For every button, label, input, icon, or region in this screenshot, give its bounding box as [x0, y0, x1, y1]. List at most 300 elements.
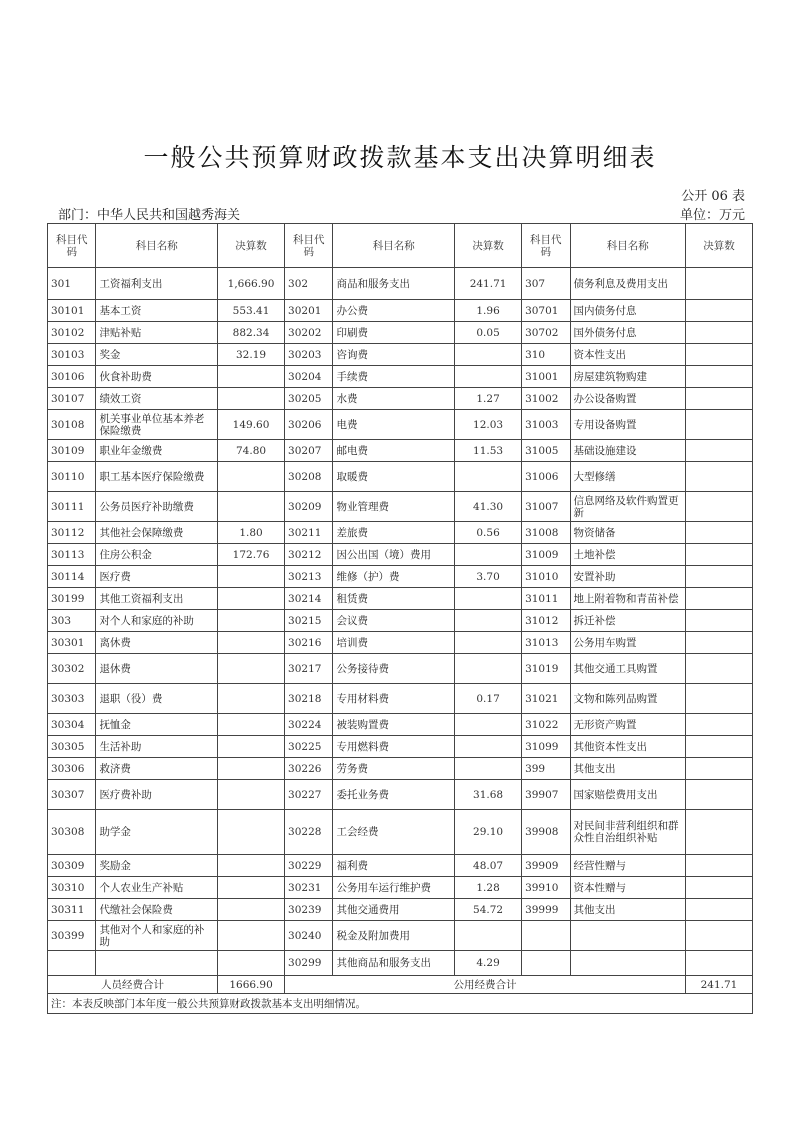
- row-name-cell: 租赁费: [333, 588, 455, 610]
- row-code-cell: 31001: [522, 366, 570, 388]
- header-name-3: 科目名称: [570, 224, 685, 268]
- row-name-cell: 伙食补助费: [96, 366, 218, 388]
- row-amount-cell: [685, 300, 752, 322]
- row-amount-cell: [455, 544, 522, 566]
- row-name-cell: 税金及附加费用: [333, 921, 455, 951]
- row-name-cell: 工会经费: [333, 810, 455, 855]
- row-name-cell: 其他交通费用: [333, 899, 455, 921]
- row-name-cell: 办公费: [333, 300, 455, 322]
- row-amount-cell: [218, 388, 285, 410]
- row-amount-cell: [455, 921, 522, 951]
- row-name-cell: 培训费: [333, 632, 455, 654]
- row-amount-cell: 74.80: [218, 440, 285, 462]
- row-name-cell: 资本性支出: [570, 344, 685, 366]
- row-code-cell: 30229: [285, 855, 333, 877]
- row-code-cell: 30109: [48, 440, 96, 462]
- row-amount-cell: [685, 440, 752, 462]
- row-name-cell: 公务员医疗补助缴费: [96, 492, 218, 522]
- table-row: [48, 300, 753, 322]
- row-code-cell: 30224: [285, 714, 333, 736]
- row-code-cell: 30114: [48, 566, 96, 588]
- header-code-1: 科目代码: [48, 224, 96, 268]
- row-code-cell: 30102: [48, 322, 96, 344]
- row-name-cell: 国家赔偿费用支出: [570, 780, 685, 810]
- row-amount-cell: [218, 610, 285, 632]
- personnel-total-label: 人员经费合计: [48, 976, 218, 994]
- row-name-cell: 对民间非营利组织和群众性自治组织补贴: [570, 810, 685, 855]
- row-name-cell: 信息网络及软件购置更新: [570, 492, 685, 522]
- row-amount-cell: [685, 522, 752, 544]
- row-name-cell: 委托业务费: [333, 780, 455, 810]
- row-code-cell: 30218: [285, 684, 333, 714]
- note-row: [48, 994, 753, 1014]
- row-code-cell: 30231: [285, 877, 333, 899]
- row-amount-cell: [685, 566, 752, 588]
- header-amount-1: 决算数: [218, 224, 285, 268]
- row-code-cell: 301: [48, 268, 96, 300]
- row-name-cell: 咨询费: [333, 344, 455, 366]
- row-amount-cell: [685, 410, 752, 440]
- row-code-cell: 30205: [285, 388, 333, 410]
- row-code-cell: 30203: [285, 344, 333, 366]
- row-amount-cell: [455, 588, 522, 610]
- row-amount-cell: [685, 462, 752, 492]
- row-name-cell: 绩效工资: [96, 388, 218, 410]
- row-name-cell: 商品和服务支出: [333, 268, 455, 300]
- row-code-cell: 30306: [48, 758, 96, 780]
- row-name-cell: 专用材料费: [333, 684, 455, 714]
- row-code-cell: 31005: [522, 440, 570, 462]
- row-code-cell: 30211: [285, 522, 333, 544]
- table-row: [48, 610, 753, 632]
- row-name-cell: 奖励金: [96, 855, 218, 877]
- table-row: [48, 921, 753, 951]
- row-amount-cell: 1.27: [455, 388, 522, 410]
- row-code-cell: 31006: [522, 462, 570, 492]
- row-code-cell: 30240: [285, 921, 333, 951]
- row-code-cell: 30311: [48, 899, 96, 921]
- table-row: [48, 684, 753, 714]
- row-amount-cell: 172.76: [218, 544, 285, 566]
- row-code-cell: 30305: [48, 736, 96, 758]
- row-amount-cell: [455, 632, 522, 654]
- personnel-total-value: 1666.90: [218, 976, 285, 994]
- row-code-cell: 30208: [285, 462, 333, 492]
- row-name-cell: 其他社会保障缴费: [96, 522, 218, 544]
- header-amount-3: 决算数: [685, 224, 752, 268]
- row-amount-cell: 48.07: [455, 855, 522, 877]
- row-name-cell: 其他对个人和家庭的补助: [96, 921, 218, 951]
- row-amount-cell: [218, 810, 285, 855]
- row-code-cell: 30107: [48, 388, 96, 410]
- row-name-cell: 无形资产购置: [570, 714, 685, 736]
- row-amount-cell: [218, 736, 285, 758]
- row-name-cell: 其他支出: [570, 758, 685, 780]
- table-row: [48, 492, 753, 522]
- table-row: [48, 899, 753, 921]
- row-amount-cell: [218, 684, 285, 714]
- table-row: [48, 780, 753, 810]
- row-code-cell: 307: [522, 268, 570, 300]
- row-name-cell: 房屋建筑物购建: [570, 366, 685, 388]
- row-code-cell: 30216: [285, 632, 333, 654]
- row-amount-cell: [218, 462, 285, 492]
- row-code-cell: 39909: [522, 855, 570, 877]
- row-code-cell: [522, 921, 570, 951]
- row-code-cell: 30111: [48, 492, 96, 522]
- row-name-cell: 公务用车运行维护费: [333, 877, 455, 899]
- row-amount-cell: [455, 344, 522, 366]
- row-amount-cell: 149.60: [218, 410, 285, 440]
- row-name-cell: 离休费: [96, 632, 218, 654]
- table-row: [48, 758, 753, 780]
- row-name-cell: 生活补助: [96, 736, 218, 758]
- row-name-cell: 专用设备购置: [570, 410, 685, 440]
- row-code-cell: 30302: [48, 654, 96, 684]
- row-code-cell: 30701: [522, 300, 570, 322]
- row-name-cell: 被装购置费: [333, 714, 455, 736]
- totals-row: [48, 976, 753, 994]
- row-name-cell: 退职（役）费: [96, 684, 218, 714]
- row-name-cell: 物业管理费: [333, 492, 455, 522]
- row-name-cell: 维修（护）费: [333, 566, 455, 588]
- row-code-cell: 399: [522, 758, 570, 780]
- row-amount-cell: 29.10: [455, 810, 522, 855]
- row-name-cell: 因公出国（境）费用: [333, 544, 455, 566]
- table-row: [48, 440, 753, 462]
- row-name-cell: [570, 921, 685, 951]
- row-amount-cell: [455, 758, 522, 780]
- form-code: 公开 06 表: [681, 189, 745, 204]
- header-code-2: 科目代码: [285, 224, 333, 268]
- row-amount-cell: 882.34: [218, 322, 285, 344]
- row-name-cell: 公务接待费: [333, 654, 455, 684]
- table-row: [48, 544, 753, 566]
- table-row: [48, 855, 753, 877]
- row-amount-cell: [685, 322, 752, 344]
- table-row: [48, 344, 753, 366]
- row-name-cell: 物资储备: [570, 522, 685, 544]
- row-name-cell: [570, 951, 685, 976]
- row-amount-cell: [685, 899, 752, 921]
- row-name-cell: 公务用车购置: [570, 632, 685, 654]
- row-name-cell: 拆迁补偿: [570, 610, 685, 632]
- row-code-cell: 31012: [522, 610, 570, 632]
- row-name-cell: 印刷费: [333, 322, 455, 344]
- row-amount-cell: 4.29: [455, 951, 522, 976]
- row-code-cell: 30214: [285, 588, 333, 610]
- row-code-cell: 30399: [48, 921, 96, 951]
- row-amount-cell: [685, 877, 752, 899]
- row-amount-cell: [218, 855, 285, 877]
- row-name-cell: 职工基本医疗保险缴费: [96, 462, 218, 492]
- row-code-cell: 30702: [522, 322, 570, 344]
- row-code-cell: 39907: [522, 780, 570, 810]
- public-total-value: 241.71: [685, 976, 752, 994]
- row-code-cell: 30101: [48, 300, 96, 322]
- row-code-cell: 30226: [285, 758, 333, 780]
- row-amount-cell: 0.56: [455, 522, 522, 544]
- row-name-cell: 工资福利支出: [96, 268, 218, 300]
- row-name-cell: 大型修缮: [570, 462, 685, 492]
- row-name-cell: [96, 951, 218, 976]
- row-name-cell: 会议费: [333, 610, 455, 632]
- row-code-cell: 39999: [522, 899, 570, 921]
- table-row: [48, 522, 753, 544]
- row-name-cell: 医疗费: [96, 566, 218, 588]
- table-row: [48, 268, 753, 300]
- row-amount-cell: [685, 366, 752, 388]
- row-code-cell: 31002: [522, 388, 570, 410]
- row-code-cell: 30209: [285, 492, 333, 522]
- row-amount-cell: [218, 632, 285, 654]
- row-name-cell: 差旅费: [333, 522, 455, 544]
- row-amount-cell: [685, 588, 752, 610]
- row-amount-cell: [455, 654, 522, 684]
- table-row: [48, 410, 753, 440]
- row-amount-cell: [218, 714, 285, 736]
- row-amount-cell: [218, 780, 285, 810]
- row-amount-cell: 241.71: [455, 268, 522, 300]
- row-code-cell: 31099: [522, 736, 570, 758]
- row-name-cell: 地上附着物和青苗补偿: [570, 588, 685, 610]
- table-row: [48, 388, 753, 410]
- row-name-cell: 文物和陈列品购置: [570, 684, 685, 714]
- row-amount-cell: [685, 388, 752, 410]
- table-row: [48, 951, 753, 976]
- row-code-cell: 30112: [48, 522, 96, 544]
- row-code-cell: 30199: [48, 588, 96, 610]
- row-code-cell: 30225: [285, 736, 333, 758]
- row-code-cell: 31010: [522, 566, 570, 588]
- row-amount-cell: [218, 758, 285, 780]
- row-code-cell: 30228: [285, 810, 333, 855]
- row-name-cell: 国内债务付息: [570, 300, 685, 322]
- row-code-cell: 30307: [48, 780, 96, 810]
- row-code-cell: 30301: [48, 632, 96, 654]
- row-amount-cell: 1.80: [218, 522, 285, 544]
- row-code-cell: 39908: [522, 810, 570, 855]
- row-amount-cell: [685, 736, 752, 758]
- row-name-cell: 土地补偿: [570, 544, 685, 566]
- row-name-cell: 国外债务付息: [570, 322, 685, 344]
- row-name-cell: 代缴社会保险费: [96, 899, 218, 921]
- row-name-cell: 取暖费: [333, 462, 455, 492]
- row-code-cell: 30202: [285, 322, 333, 344]
- row-name-cell: 资本性赠与: [570, 877, 685, 899]
- row-code-cell: 31021: [522, 684, 570, 714]
- header-name-2: 科目名称: [333, 224, 455, 268]
- row-name-cell: 基础设施建设: [570, 440, 685, 462]
- expenditure-table: [47, 223, 753, 1014]
- row-amount-cell: [218, 366, 285, 388]
- table-row: [48, 654, 753, 684]
- public-total-label: 公用经费合计: [285, 976, 686, 994]
- row-amount-cell: 41.30: [455, 492, 522, 522]
- row-amount-cell: [218, 654, 285, 684]
- row-amount-cell: 3.70: [455, 566, 522, 588]
- row-code-cell: 31008: [522, 522, 570, 544]
- row-amount-cell: [218, 921, 285, 951]
- row-amount-cell: [685, 632, 752, 654]
- page-title: 一般公共预算财政拨款基本支出决算明细表: [143, 143, 657, 172]
- row-code-cell: 30304: [48, 714, 96, 736]
- row-code-cell: 30108: [48, 410, 96, 440]
- row-name-cell: 其他支出: [570, 899, 685, 921]
- table-row: [48, 462, 753, 492]
- row-amount-cell: [685, 855, 752, 877]
- row-code-cell: 31013: [522, 632, 570, 654]
- row-code-cell: 31011: [522, 588, 570, 610]
- row-code-cell: 302: [285, 268, 333, 300]
- row-name-cell: 水费: [333, 388, 455, 410]
- row-name-cell: 办公设备购置: [570, 388, 685, 410]
- row-amount-cell: [218, 899, 285, 921]
- table-row: [48, 877, 753, 899]
- table-row: [48, 810, 753, 855]
- row-code-cell: 30227: [285, 780, 333, 810]
- row-amount-cell: 32.19: [218, 344, 285, 366]
- row-code-cell: 30309: [48, 855, 96, 877]
- row-amount-cell: 31.68: [455, 780, 522, 810]
- row-amount-cell: [685, 780, 752, 810]
- row-amount-cell: [218, 951, 285, 976]
- table-note: 注：本表反映部门本年度一般公共预算财政拨款基本支出明细情况。: [48, 994, 753, 1014]
- row-amount-cell: [218, 588, 285, 610]
- row-name-cell: 退休费: [96, 654, 218, 684]
- row-name-cell: 其他工资福利支出: [96, 588, 218, 610]
- row-amount-cell: [455, 366, 522, 388]
- row-code-cell: 30239: [285, 899, 333, 921]
- table-row: [48, 366, 753, 388]
- row-amount-cell: [685, 714, 752, 736]
- row-code-cell: 31007: [522, 492, 570, 522]
- row-name-cell: 其他资本性支出: [570, 736, 685, 758]
- row-name-cell: 其他商品和服务支出: [333, 951, 455, 976]
- row-amount-cell: [685, 492, 752, 522]
- row-name-cell: 对个人和家庭的补助: [96, 610, 218, 632]
- row-name-cell: 助学金: [96, 810, 218, 855]
- row-code-cell: 30215: [285, 610, 333, 632]
- row-name-cell: 奖金: [96, 344, 218, 366]
- row-code-cell: 30217: [285, 654, 333, 684]
- department-label: 部门：中华人民共和国越秀海关: [58, 208, 241, 223]
- row-code-cell: 31009: [522, 544, 570, 566]
- row-amount-cell: 0.05: [455, 322, 522, 344]
- header-amount-2: 决算数: [455, 224, 522, 268]
- row-name-cell: 抚恤金: [96, 714, 218, 736]
- row-code-cell: 30207: [285, 440, 333, 462]
- row-code-cell: [48, 951, 96, 976]
- row-amount-cell: [685, 344, 752, 366]
- row-amount-cell: [685, 810, 752, 855]
- row-amount-cell: [685, 758, 752, 780]
- row-code-cell: 310: [522, 344, 570, 366]
- row-name-cell: 经营性赠与: [570, 855, 685, 877]
- row-name-cell: 电费: [333, 410, 455, 440]
- row-code-cell: 30308: [48, 810, 96, 855]
- row-amount-cell: [455, 736, 522, 758]
- row-amount-cell: [455, 462, 522, 492]
- header-code-3: 科目代码: [522, 224, 570, 268]
- row-amount-cell: [685, 951, 752, 976]
- row-code-cell: 30204: [285, 366, 333, 388]
- table-row: [48, 714, 753, 736]
- table-row: [48, 566, 753, 588]
- row-code-cell: 30213: [285, 566, 333, 588]
- row-name-cell: 津贴补贴: [96, 322, 218, 344]
- row-name-cell: 职业年金缴费: [96, 440, 218, 462]
- table-header-row: [48, 224, 753, 268]
- row-name-cell: 劳务费: [333, 758, 455, 780]
- row-amount-cell: [685, 268, 752, 300]
- row-code-cell: 30106: [48, 366, 96, 388]
- row-code-cell: 30201: [285, 300, 333, 322]
- row-name-cell: 机关事业单位基本养老保险缴费: [96, 410, 218, 440]
- row-name-cell: 安置补助: [570, 566, 685, 588]
- row-amount-cell: [685, 610, 752, 632]
- row-amount-cell: 0.17: [455, 684, 522, 714]
- row-amount-cell: 1.96: [455, 300, 522, 322]
- row-name-cell: 债务利息及费用支出: [570, 268, 685, 300]
- row-code-cell: 30212: [285, 544, 333, 566]
- row-name-cell: 福利费: [333, 855, 455, 877]
- unit-label: 单位：万元: [679, 208, 745, 223]
- row-code-cell: 303: [48, 610, 96, 632]
- row-amount-cell: [685, 544, 752, 566]
- row-amount-cell: [685, 654, 752, 684]
- row-code-cell: 30103: [48, 344, 96, 366]
- row-name-cell: 其他交通工具购置: [570, 654, 685, 684]
- row-code-cell: 31003: [522, 410, 570, 440]
- table-row: [48, 736, 753, 758]
- row-code-cell: 30110: [48, 462, 96, 492]
- row-code-cell: 30303: [48, 684, 96, 714]
- row-name-cell: 基本工资: [96, 300, 218, 322]
- row-name-cell: 手续费: [333, 366, 455, 388]
- table-row: [48, 322, 753, 344]
- row-amount-cell: [455, 610, 522, 632]
- row-code-cell: 31019: [522, 654, 570, 684]
- row-amount-cell: 553.41: [218, 300, 285, 322]
- row-name-cell: 住房公积金: [96, 544, 218, 566]
- row-name-cell: 医疗费补助: [96, 780, 218, 810]
- row-name-cell: 救济费: [96, 758, 218, 780]
- row-amount-cell: [218, 877, 285, 899]
- row-name-cell: 邮电费: [333, 440, 455, 462]
- header-name-1: 科目名称: [96, 224, 218, 268]
- row-code-cell: 30299: [285, 951, 333, 976]
- row-amount-cell: 1.28: [455, 877, 522, 899]
- row-amount-cell: 11.53: [455, 440, 522, 462]
- row-amount-cell: [218, 492, 285, 522]
- row-amount-cell: 54.72: [455, 899, 522, 921]
- row-amount-cell: 1,666.90: [218, 268, 285, 300]
- row-code-cell: 39910: [522, 877, 570, 899]
- row-amount-cell: [685, 921, 752, 951]
- row-name-cell: 专用燃料费: [333, 736, 455, 758]
- row-amount-cell: [685, 684, 752, 714]
- table-row: [48, 632, 753, 654]
- row-amount-cell: [455, 714, 522, 736]
- row-code-cell: 30310: [48, 877, 96, 899]
- row-name-cell: 个人农业生产补贴: [96, 877, 218, 899]
- row-code-cell: 30206: [285, 410, 333, 440]
- table-row: [48, 588, 753, 610]
- row-amount-cell: 12.03: [455, 410, 522, 440]
- row-code-cell: 31022: [522, 714, 570, 736]
- row-code-cell: 30113: [48, 544, 96, 566]
